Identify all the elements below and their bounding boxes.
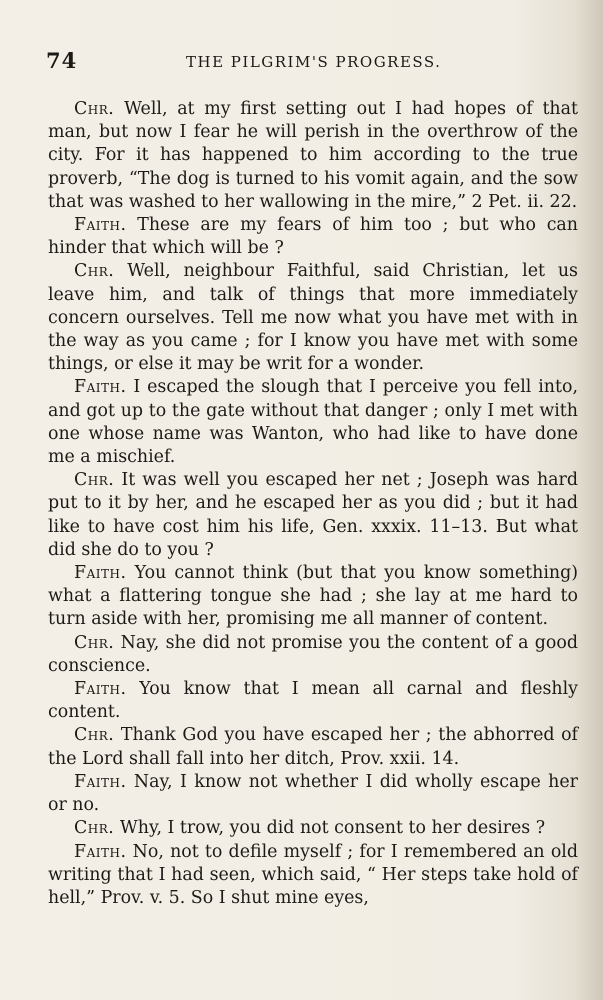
speaker-label: Chr. (74, 632, 115, 653)
speaker-label: Faith. (74, 563, 127, 584)
speaker-label: Chr. (74, 99, 115, 119)
speaker-label: Chr. (74, 818, 115, 839)
page-header (46, 48, 576, 78)
paragraph-text: It was well you escaped her net ; Joseph was hard put to it by her, and he escaped her as you did ; but it had like to have cost him his life, Gen. xxxix. 11–13. But what did she do to you ? (48, 470, 578, 560)
dialogue-paragraph (48, 98, 578, 214)
paragraph-text: These are my fears of him too ; but who can hinder that which will be ? (48, 215, 578, 259)
dialogue-paragraph (48, 260, 578, 376)
paragraph-text: No, not to defile myself ; for I remembered an old writing that I had seen, which said, “ Her steps take hold of hell,” Prov. v. 5. So I shut mine eyes, (48, 841, 578, 908)
page-number: 74 (46, 48, 78, 73)
speaker-label: Chr. (74, 261, 115, 282)
dialogue-paragraph (48, 817, 578, 840)
speaker-label: Chr. (74, 470, 115, 491)
dialogue-paragraph (48, 724, 578, 770)
dialogue-paragraph (48, 632, 578, 678)
paragraph-text: Well, neighbour Faithful, said Christian, let us leave him, and talk of things that more immediately concern ourselves. Tell me now what you have met with in the way as you came ; for I know you have met with some things, or else it may be writ for a wonder. (48, 261, 578, 375)
paragraph-text: Nay, she did not promise you the content of a good conscience. (48, 632, 578, 676)
paragraph-text: I escaped the slough that I perceive you fell into, and got up to the gate without that danger ; only I met with one whose name was Wanton, who had like to have done me a mischief. (48, 377, 578, 468)
paragraph-text: Well, at my first setting out I had hopes of that man, but now I fear he will perish in the overthrow of the city. For it has happened to him according to the true proverb, “The dog is turned to his vomit again, and the sow that was washed to her wallowing in the mire,” 2 Pet. ii. 22. (48, 99, 578, 212)
dialogue-paragraph (48, 469, 578, 562)
dialogue-paragraph (48, 678, 578, 724)
dialogue-paragraph (48, 562, 578, 632)
dialogue-paragraph (48, 841, 578, 911)
speaker-label: Faith. (74, 377, 127, 398)
speaker-label: Faith. (74, 841, 127, 862)
speaker-label: Faith. (74, 215, 127, 236)
speaker-label: Chr. (74, 725, 115, 746)
speaker-label: Faith. (74, 771, 127, 792)
dialogue-paragraph (48, 771, 578, 817)
page-body (48, 98, 578, 910)
paragraph-text: Thank God you have escaped her ; the abhorred of the Lord shall fall into her ditch, Prov. xxii. 14. (48, 725, 578, 769)
dialogue-paragraph (48, 214, 578, 260)
paragraph-text: You cannot think (but that you know something) what a flattering tongue she had ; she lay at me hard to turn aside with her, promising me all manner of content. (48, 563, 578, 630)
paragraph-text: Nay, I know not whether I did wholly escape her or no. (48, 771, 578, 816)
paragraph-text: You know that I mean all carnal and fleshly content. (48, 679, 578, 723)
paragraph-text: Why, I trow, you did not consent to her desires ? (114, 818, 546, 839)
speaker-label: Faith. (74, 679, 127, 700)
dialogue-paragraph (48, 376, 578, 469)
running-title: THE PILGRIM'S PROGRESS. (186, 53, 442, 71)
